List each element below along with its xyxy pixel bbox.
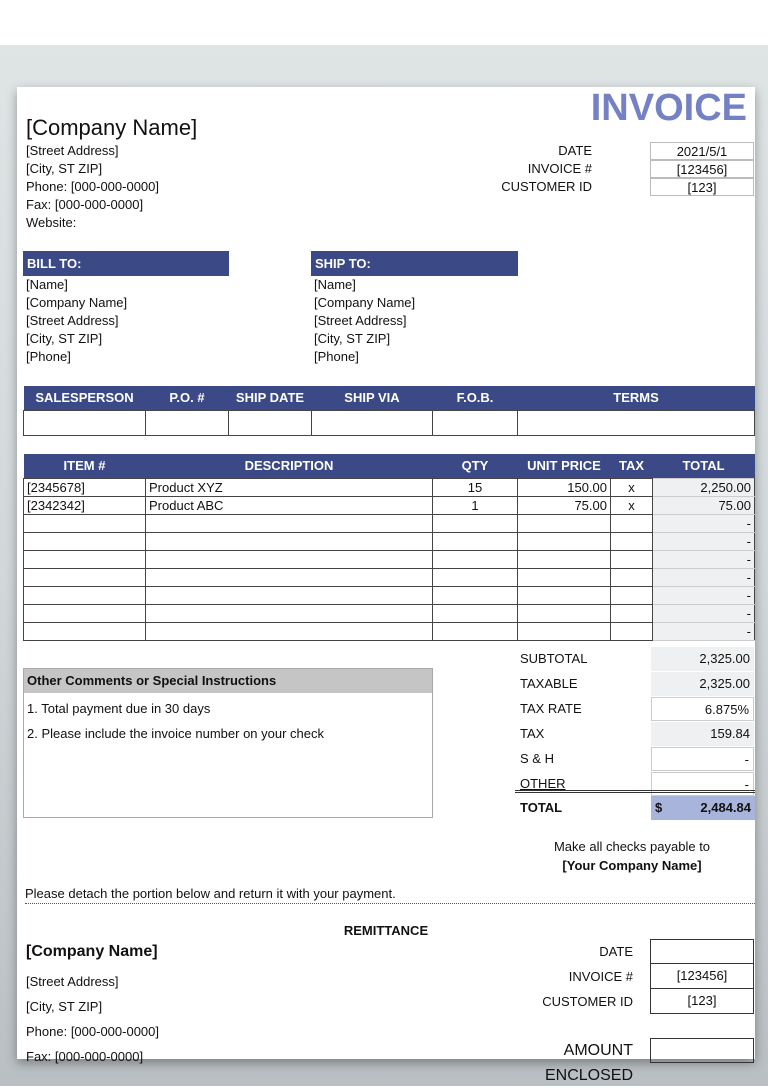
totals-label: TAX [520, 726, 545, 741]
phone: Phone: [000-000-0000] [26, 179, 159, 194]
qty-cell[interactable] [433, 622, 518, 640]
remit-date-label: DATE [599, 944, 633, 959]
description-cell[interactable] [146, 568, 433, 586]
total-value [651, 796, 755, 820]
col-salesperson: SALESPERSON [24, 386, 146, 410]
payable-company: [Your Company Name] [562, 858, 702, 873]
table-row [24, 496, 755, 514]
ship-via-cell[interactable] [312, 410, 433, 435]
description-cell[interactable] [146, 514, 433, 532]
description-cell[interactable]: Product XYZ [146, 478, 433, 496]
salesperson-cell[interactable] [24, 410, 146, 435]
item-number-cell[interactable] [24, 532, 146, 550]
remit-customer-label: CUSTOMER ID [542, 994, 633, 1009]
tax-cell[interactable] [611, 514, 653, 532]
table-row [24, 604, 755, 622]
totals-label: OTHER [520, 776, 566, 791]
qty-cell[interactable] [433, 604, 518, 622]
unit-price-cell[interactable] [518, 568, 611, 586]
totals-label: TAX RATE [520, 701, 582, 716]
terms-cell[interactable] [518, 410, 755, 435]
unit-price-cell[interactable] [518, 622, 611, 640]
invoice-number-label: INVOICE # [527, 161, 592, 176]
city: [City, ST ZIP] [26, 161, 103, 176]
ship-line[interactable]: [City, ST ZIP] [314, 331, 391, 346]
payable-note [517, 837, 747, 875]
item-number-cell[interactable]: [2342342] [24, 496, 146, 514]
col-item: ITEM # [24, 454, 146, 478]
table-row [24, 622, 755, 640]
description-cell[interactable]: Product ABC [146, 496, 433, 514]
qty-cell[interactable] [433, 550, 518, 568]
invoice-title: INVOICE [590, 87, 747, 129]
qty-cell[interactable]: 15 [433, 478, 518, 496]
bill-line[interactable]: [Name] [26, 277, 68, 292]
bill-line[interactable]: [Phone] [26, 349, 71, 364]
description-cell[interactable] [146, 604, 433, 622]
totals-label: TAXABLE [520, 676, 578, 691]
fob-cell[interactable] [433, 410, 518, 435]
street: [Street Address] [26, 143, 119, 158]
col-ship-date: SHIP DATE [229, 386, 312, 410]
unit-price-cell[interactable] [518, 586, 611, 604]
date-label: DATE [558, 143, 592, 158]
line-total-cell[interactable]: - [653, 514, 755, 532]
col-total: TOTAL [653, 454, 755, 478]
line-total-cell[interactable]: - [653, 622, 755, 640]
tax-cell[interactable] [611, 622, 653, 640]
tax-cell[interactable]: x [611, 496, 653, 514]
remit-customer-field[interactable]: [123] [650, 989, 754, 1014]
table-row [24, 514, 755, 532]
col-tax: TAX [611, 454, 653, 478]
line-total-cell[interactable]: - [653, 532, 755, 550]
table-row [24, 532, 755, 550]
payable-line1: Make all checks payable to [553, 839, 711, 854]
date-field[interactable]: 2021/5/1 [650, 142, 754, 160]
invoice-meta [487, 142, 755, 196]
item-number-cell[interactable] [24, 550, 146, 568]
bill-line[interactable]: [Street Address] [26, 313, 119, 328]
unit-price-cell[interactable] [518, 532, 611, 550]
total-amount: 2,484.84 [700, 800, 751, 815]
col-ship-via: SHIP VIA [312, 386, 433, 410]
remit-phone: Phone: [000-000-0000] [26, 1024, 159, 1039]
line-total-cell[interactable]: 75.00 [653, 496, 755, 514]
col-terms: TERMS [518, 386, 755, 410]
item-number-cell[interactable]: [2345678] [24, 478, 146, 496]
description-cell[interactable] [146, 586, 433, 604]
totals-label: SUBTOTAL [520, 651, 588, 666]
ship-line[interactable]: [Phone] [314, 349, 359, 364]
company-address [26, 142, 159, 232]
item-number-cell[interactable] [24, 514, 146, 532]
col-po: P.O. # [146, 386, 229, 410]
tax-cell[interactable] [611, 586, 653, 604]
invoice-number-field[interactable]: [123456] [650, 160, 754, 178]
qty-cell[interactable] [433, 586, 518, 604]
order-info-table [23, 386, 755, 436]
totals-value: 159.84 [651, 722, 754, 746]
customer-id-label: CUSTOMER ID [501, 179, 592, 194]
description-cell[interactable] [146, 622, 433, 640]
remit-address [26, 969, 159, 1069]
item-number-cell[interactable] [24, 622, 146, 640]
item-number-cell[interactable] [24, 568, 146, 586]
fax: Fax: [000-000-0000] [26, 197, 144, 212]
remit-street: [Street Address] [26, 974, 119, 989]
remit-date-field[interactable] [650, 939, 754, 964]
bill-to-header: BILL TO: [23, 251, 229, 276]
detach-note: Please detach the portion below and return it with your payment. [25, 886, 755, 904]
ship-line[interactable]: [Street Address] [314, 313, 407, 328]
currency-symbol: $ [655, 800, 663, 815]
comments-box [23, 668, 433, 818]
company-name: [Company Name] [26, 115, 198, 140]
po-cell[interactable] [146, 410, 229, 435]
remit-company: [Company Name] [26, 943, 158, 960]
description-cell[interactable] [146, 532, 433, 550]
comments-header: Other Comments or Special Instructions [24, 669, 432, 693]
amount-enclosed-field[interactable] [650, 1038, 754, 1063]
customer-id-field[interactable]: [123] [650, 178, 754, 196]
qty-cell[interactable] [433, 568, 518, 586]
table-row [24, 478, 755, 496]
total-label: TOTAL [520, 800, 563, 815]
tax-cell[interactable] [611, 532, 653, 550]
totals-value[interactable]: - [651, 747, 754, 771]
tax-cell[interactable]: x [611, 478, 653, 496]
unit-price-cell[interactable] [518, 550, 611, 568]
line-total-cell[interactable]: - [653, 604, 755, 622]
col-description: DESCRIPTION [146, 454, 433, 478]
totals-value: 2,325.00 [651, 672, 754, 696]
line-total-cell[interactable]: 2,250.00 [653, 478, 755, 496]
qty-cell[interactable] [433, 514, 518, 532]
col-qty: QTY [433, 454, 518, 478]
table-row [24, 586, 755, 604]
col-fob: F.O.B. [433, 386, 518, 410]
website: Website: [26, 215, 77, 230]
ship-to [311, 251, 518, 366]
remittance-title: REMITTANCE [343, 923, 429, 938]
qty-cell[interactable] [433, 532, 518, 550]
line-total-cell[interactable]: - [653, 586, 755, 604]
invoice-page [17, 87, 755, 1084]
remit-fax: Fax: [000-000-0000] [26, 1049, 144, 1064]
line-total-cell[interactable]: - [653, 550, 755, 568]
unit-price-cell[interactable]: 75.00 [518, 496, 611, 514]
ship-date-cell[interactable] [229, 410, 312, 435]
line-total-cell[interactable]: - [653, 568, 755, 586]
comment-line[interactable]: 2. Please include the invoice number on your check [27, 726, 325, 741]
remit-fields [477, 939, 755, 1084]
item-number-cell[interactable] [24, 604, 146, 622]
remit-invoice-label: INVOICE # [568, 969, 633, 984]
remit-city: [City, ST ZIP] [26, 999, 103, 1014]
items-table [23, 454, 755, 641]
tax-cell[interactable] [611, 568, 653, 586]
tax-cell[interactable] [611, 550, 653, 568]
comment-line[interactable]: 1. Total payment due in 30 days [27, 701, 211, 716]
tax-cell[interactable] [611, 604, 653, 622]
ship-line[interactable]: [Name] [314, 277, 356, 292]
total-divider [515, 790, 755, 793]
ship-to-header: SHIP TO: [311, 251, 518, 276]
bill-to [23, 251, 229, 366]
col-unit-price: UNIT PRICE [518, 454, 611, 478]
bill-line[interactable]: [City, ST ZIP] [26, 331, 103, 346]
qty-cell[interactable]: 1 [433, 496, 518, 514]
totals-value: 2,325.00 [651, 647, 754, 671]
totals-value[interactable]: 6.875% [651, 697, 754, 721]
unit-price-cell[interactable] [518, 604, 611, 622]
description-cell[interactable] [146, 550, 433, 568]
remit-invoice-field[interactable]: [123456] [650, 964, 754, 989]
bill-line[interactable]: [Company Name] [26, 295, 128, 310]
totals-value[interactable]: - [651, 772, 754, 796]
amount-enclosed-label: AMOUNT ENCLOSED [544, 1042, 633, 1084]
totals-label: S & H [520, 751, 554, 766]
table-row [24, 550, 755, 568]
unit-price-cell[interactable]: 150.00 [518, 478, 611, 496]
ship-line[interactable]: [Company Name] [314, 295, 416, 310]
unit-price-cell[interactable] [518, 514, 611, 532]
table-row [24, 568, 755, 586]
item-number-cell[interactable] [24, 586, 146, 604]
